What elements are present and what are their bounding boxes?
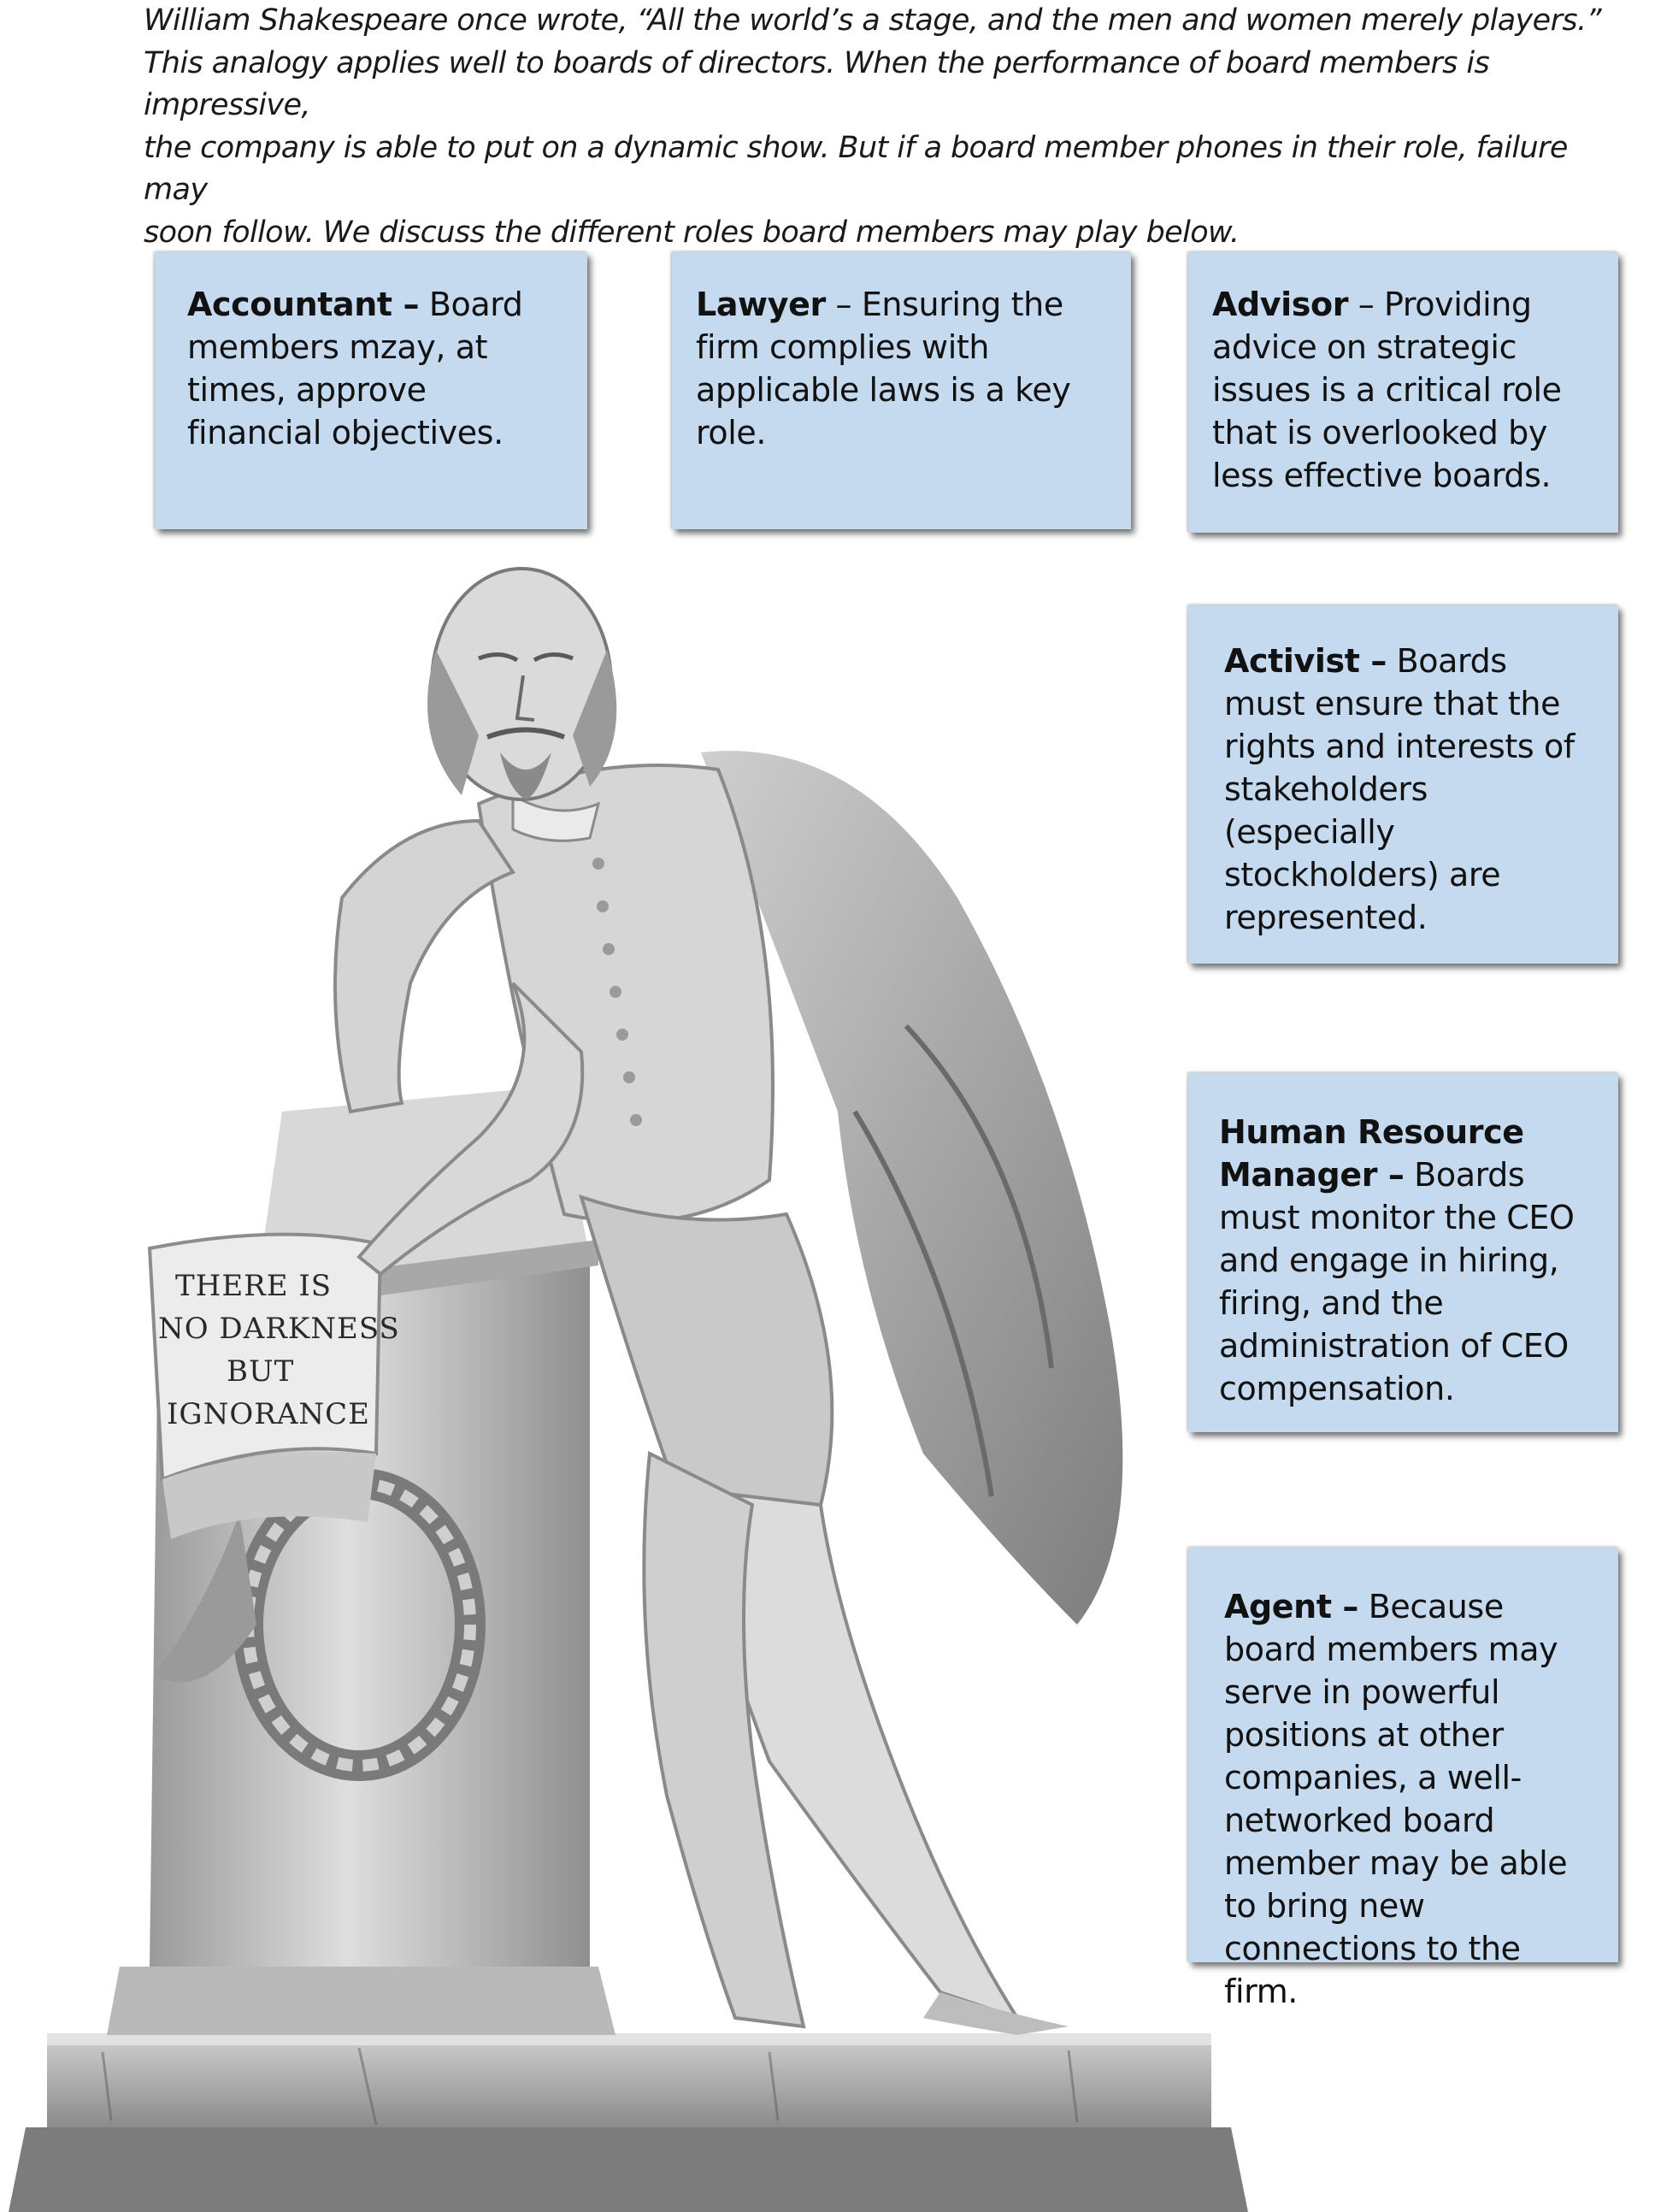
role-title: Accountant – (187, 286, 420, 323)
role-title: Agent – (1224, 1588, 1359, 1625)
role-box-accountant (155, 252, 587, 529)
statue-scroll (150, 1235, 410, 1539)
intro-paragraph (144, 0, 1614, 254)
role-description: Board members mzay, at times, approve financial objectives. (187, 286, 523, 451)
role-description: – Providing advice on strategic issues is a critical role that is overlooked by less effective boards. (1212, 286, 1562, 494)
role-box-human-resource-manager (1188, 1073, 1618, 1432)
role-box-lawyer (672, 252, 1131, 529)
role-box-agent (1188, 1548, 1618, 2010)
scroll-inscription: THERE IS NO DARKNESS BUT IGNORANCE (158, 1269, 400, 1431)
role-description: Boards must ensure that the rights and interests of stakeholders (especially stockholders) are represented. (1224, 642, 1575, 936)
role-description: – Ensuring the firm complies with applicable laws is a key role. (696, 286, 1071, 451)
role-box-advisor (1188, 252, 1618, 533)
intro-line: the company is able to put on a dynamic show. But if a board member phones in their role, failure may (144, 130, 1568, 207)
role-box-activist (1188, 605, 1618, 964)
intro-line: William Shakespeare once wrote, “All the world’s a stage, and the men and women merely players.” (144, 3, 1602, 38)
role-title: Lawyer (696, 286, 826, 323)
role-title: Activist – (1224, 642, 1387, 680)
intro-line: This analogy applies well to boards of directors. When the performance of board members is impressive, (144, 45, 1490, 122)
role-title: Advisor (1212, 286, 1349, 323)
intro-line: soon follow. We discuss the different roles board members may play below. (144, 215, 1240, 250)
statue-base (9, 2033, 1248, 2212)
role-title: Human Resource Manager – (1219, 1113, 1524, 1194)
role-description: Because board members may serve in powerful positions at other companies, a well-networked board member may be able to bring new connections to the firm. (1224, 1588, 1568, 2010)
statue-pedestal (107, 1086, 615, 2035)
role-description: Boards must monitor the CEO and engage in hiring, firing, and the administration of CEO compensation. (1219, 1156, 1575, 1407)
